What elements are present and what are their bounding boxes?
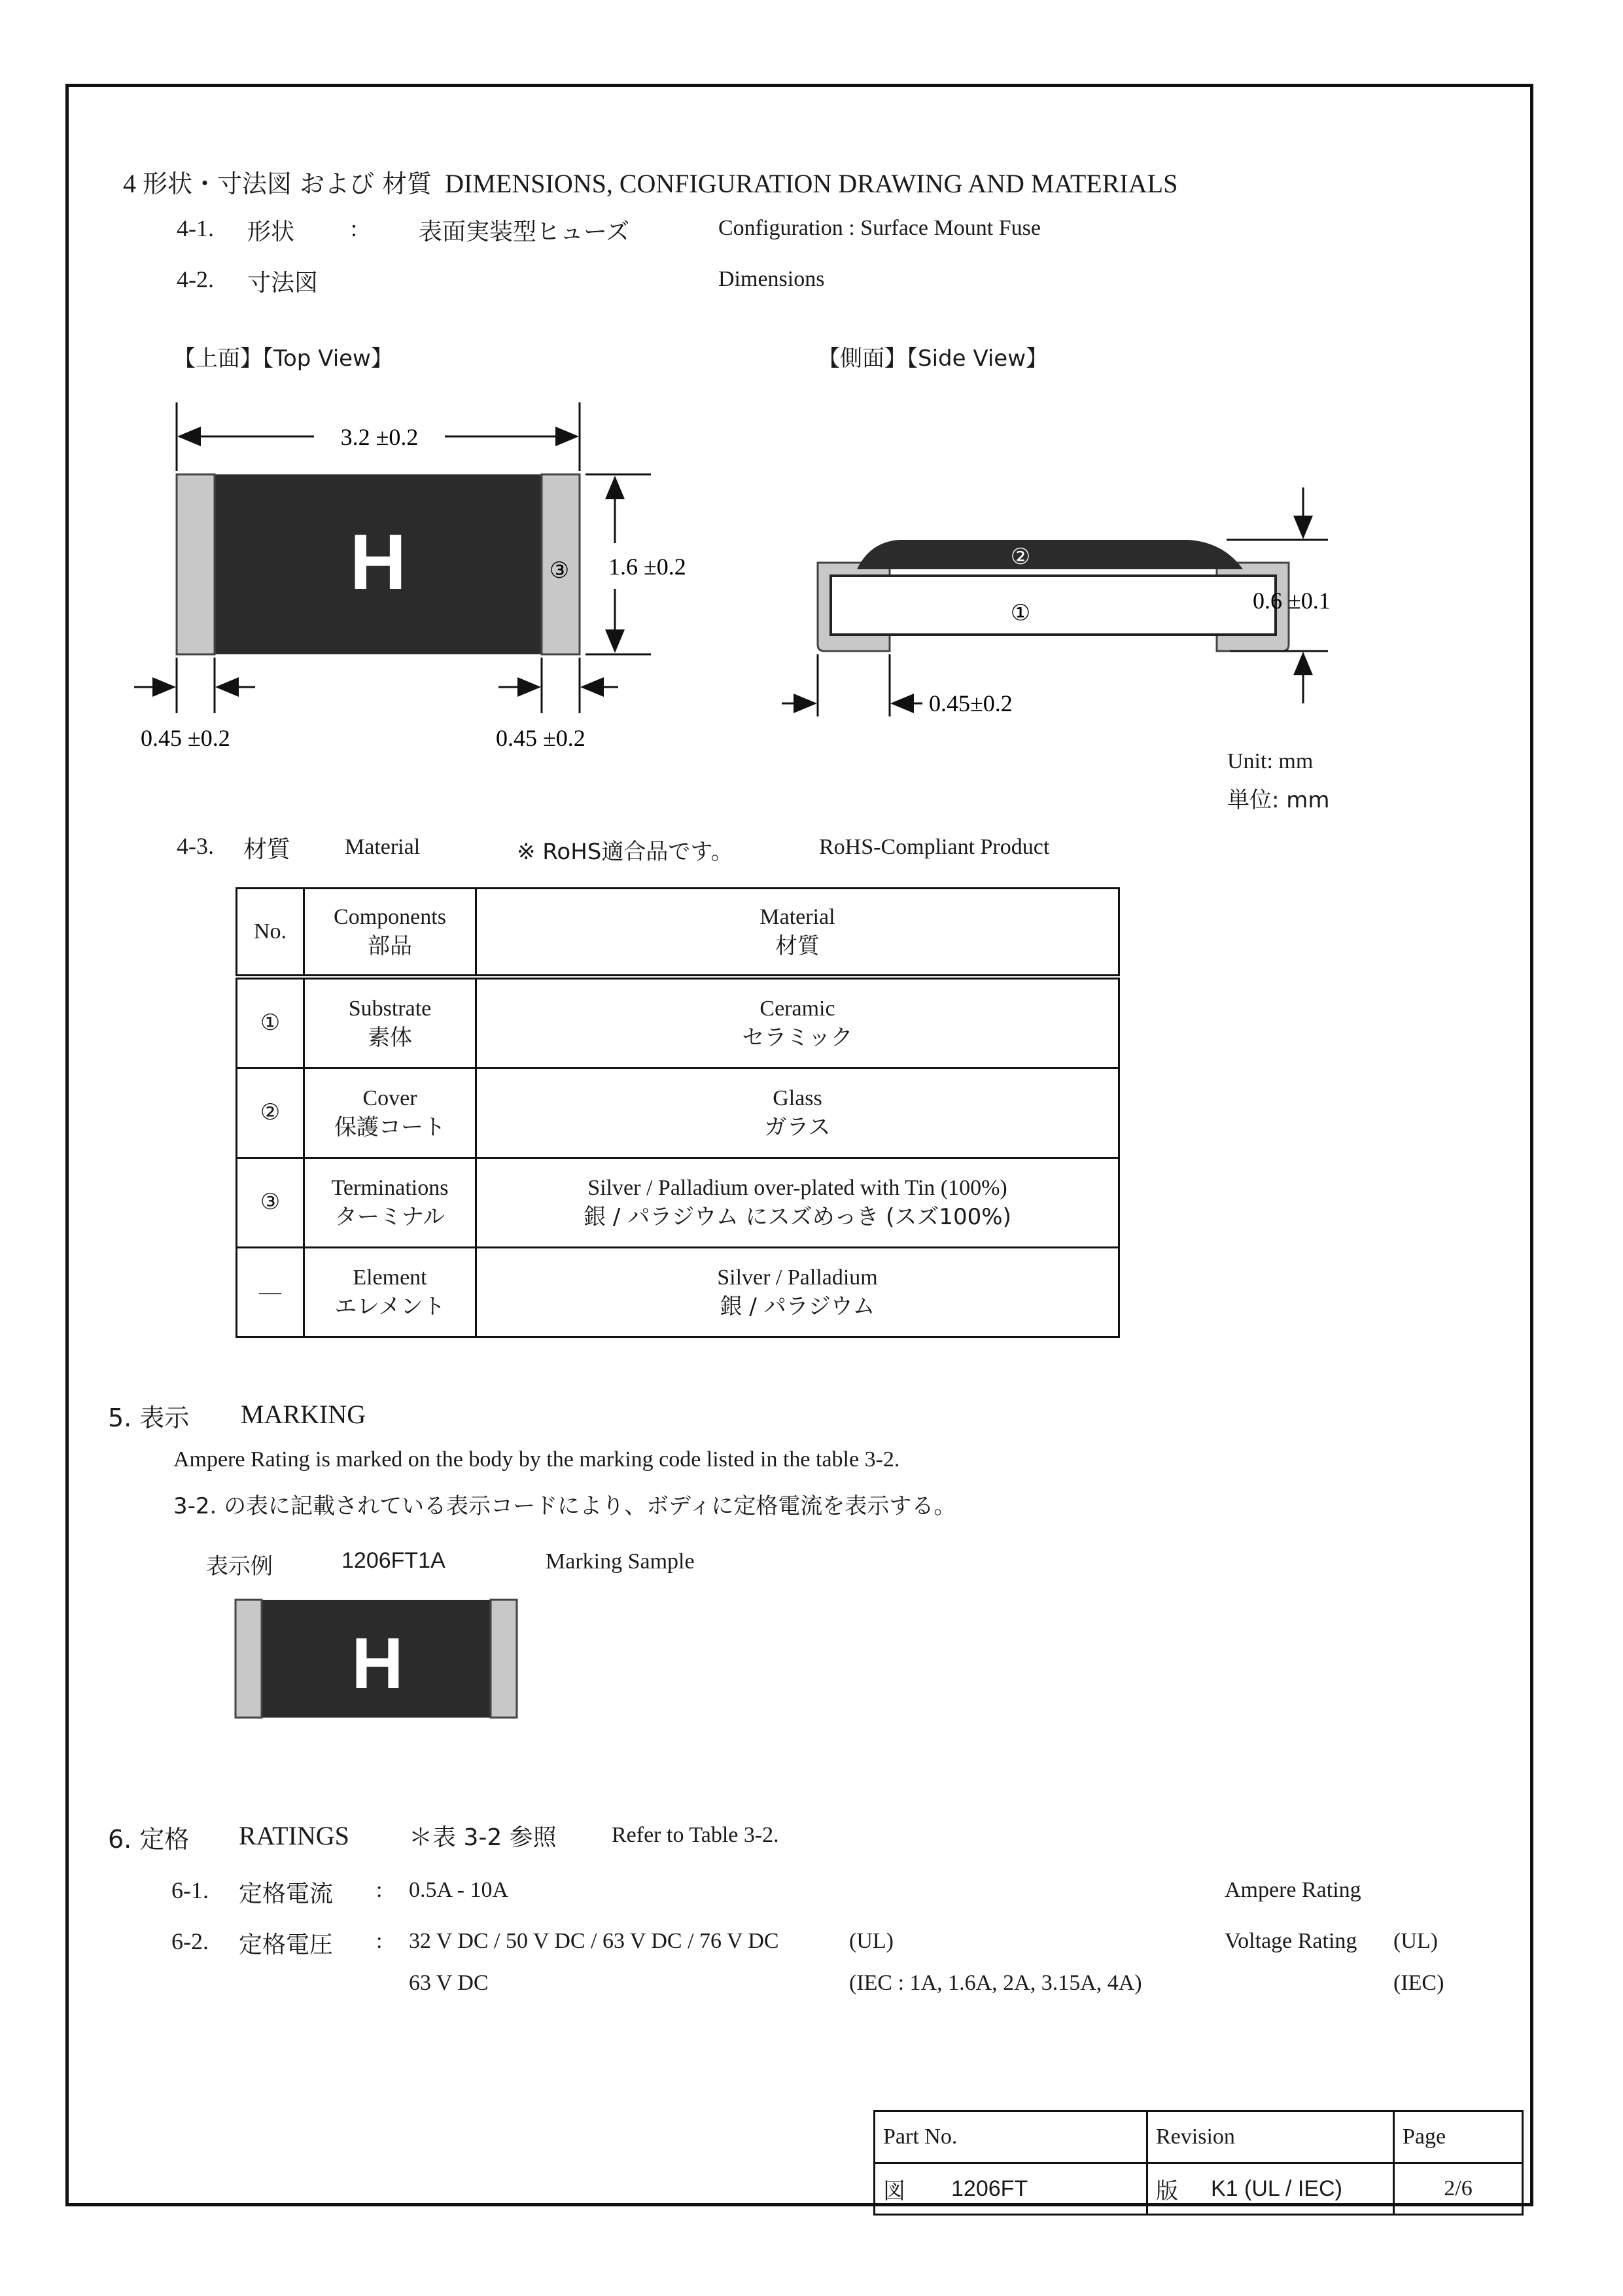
table-cell: 保護コート [334, 1114, 445, 1140]
left-termination [177, 474, 215, 654]
marking-line-jp: 3-2. の表に記載されている表示コードにより、ボディに定格電流を表示する。 [173, 1493, 956, 1519]
sample-body-marking: H [351, 1623, 404, 1704]
table-row [237, 1069, 1119, 1158]
config-jp: 形状 [247, 219, 295, 245]
voltage-num: 6-2. [171, 1928, 209, 1954]
voltage-std1: (UL) [849, 1929, 894, 1953]
unit-jp: 単位: mm [1227, 787, 1330, 813]
current-jp: 定格電流 [239, 1881, 334, 1907]
current-colon: : [376, 1878, 383, 1902]
current-en: Ampere Rating [1225, 1878, 1361, 1902]
part-jp: 図 [875, 2163, 944, 2215]
table-cell: Ceramic [759, 996, 835, 1021]
table-cell: Substrate [348, 996, 432, 1021]
voltage-std2: (IEC : 1A, 1.6A, 2A, 3.15A, 4A) [849, 1971, 1142, 1995]
side-term-dim-label: 0.45±0.2 [929, 690, 1013, 716]
marking-sample-en: Marking Sample [546, 1549, 695, 1574]
side-view-label: 【側面】【Side View】 [818, 345, 1049, 372]
table-cell: 銀 / パラジウム にスズめっき (スズ100%) [584, 1204, 1011, 1230]
header-components [304, 889, 476, 978]
voltage-en-std1: (UL) [1393, 1929, 1438, 1953]
table-cell: ① [237, 977, 304, 1069]
right-term-dim-label: 0.45 ±0.2 [496, 725, 585, 751]
dims-en: Dimensions [718, 267, 825, 291]
side-cover [857, 540, 1243, 569]
part-label: Part No. [875, 2111, 1147, 2163]
header-no: No. [237, 889, 304, 978]
ratings-ref-en: Refer to Table 3-2. [612, 1823, 779, 1847]
rohs-en: RoHS-Compliant Product [819, 835, 1050, 859]
table-cell: エレメント [334, 1294, 445, 1320]
side-substrate [831, 576, 1276, 635]
dims-num: 4-2. [177, 266, 214, 292]
table-cell: Silver / Palladium over-plated with Tin (100%) [587, 1175, 1007, 1200]
top-view-drawing [124, 393, 752, 759]
material-table [236, 887, 1120, 1338]
table-cell: Components [334, 904, 446, 929]
config-en: Configuration : Surface Mount Fuse [718, 216, 1041, 240]
marking-line-en: Ampere Rating is marked on the body by the marking code listed in the table 3-2. [173, 1447, 900, 1472]
table-row [237, 1248, 1119, 1337]
top-view-label: 【上面】【Top View】 [173, 345, 393, 372]
marking-sample-code: 1206FT1A [341, 1548, 445, 1573]
voltage-en: Voltage Rating [1225, 1929, 1357, 1953]
table-cell: Material [759, 904, 835, 929]
marking-heading-jp: 5. 表示 [108, 1404, 190, 1432]
revision-value: K1 (UL / IEC) [1203, 2163, 1394, 2215]
table-cell: Glass [773, 1086, 822, 1110]
unit-en: Unit: mm [1227, 749, 1314, 773]
voltage-value1: 32 V DC / 50 V DC / 63 V DC / 76 V DC [409, 1929, 779, 1953]
marking-heading-en: MARKING [241, 1400, 366, 1429]
table-cell: Cover [362, 1086, 417, 1110]
ratings-heading-jp: 6. 定格 [108, 1825, 190, 1854]
material-en: Material [345, 835, 421, 859]
table-cell: 材質 [775, 933, 820, 959]
config-num: 4-1. [177, 215, 214, 241]
table-cell: ― [237, 1248, 304, 1337]
material-jp: 材質 [243, 836, 291, 863]
left-term-dim-label: 0.45 ±0.2 [141, 725, 230, 751]
material-num: 4-3. [177, 833, 214, 859]
config-colon: : [351, 215, 358, 241]
table-cell: Silver / Palladium [717, 1265, 878, 1290]
config-jp-value: 表面実装型ヒューズ [419, 219, 630, 245]
dims-jp: 寸法図 [247, 270, 319, 296]
page-label: Page [1394, 2111, 1523, 2163]
length-dim-label: 3.2 ±0.2 [340, 424, 419, 450]
ratings-ref-jp: ＊表 3-2 参照 [409, 1824, 557, 1851]
rohs-jp: ※ RoHS適合品です。 [517, 839, 733, 865]
voltage-jp: 定格電圧 [239, 1932, 334, 1958]
table-cell: 部品 [368, 933, 412, 959]
header-material [476, 889, 1119, 978]
thickness-dim-label: 0.6 ±0.1 [1253, 588, 1331, 614]
table-cell: ③ [237, 1158, 304, 1248]
table-header-row [237, 889, 1119, 978]
voltage-value2: 63 V DC [409, 1971, 489, 1995]
table-cell: Element [353, 1265, 427, 1290]
part-value: 1206FT [943, 2163, 1147, 2215]
section-4-heading [123, 164, 1178, 200]
current-value: 0.5A - 10A [409, 1878, 509, 1902]
revision-label: Revision [1147, 2111, 1394, 2163]
page-value: 2/6 [1394, 2163, 1523, 2215]
substrate-num: ① [1010, 601, 1031, 626]
voltage-colon: : [376, 1929, 383, 1953]
body-marking: H [349, 518, 407, 606]
termination-num: ③ [549, 559, 570, 583]
ratings-heading-en: RATINGS [239, 1821, 349, 1850]
table-cell: ② [237, 1069, 304, 1158]
side-view-drawing [772, 478, 1400, 739]
table-cell: DIMENSIONS, CONFIGURATION DRAWING AND MATERIALS [445, 169, 1178, 198]
marking-sample-jp: 表示例 [206, 1553, 273, 1580]
table-cell: 形状・寸法図 および 材質 [143, 169, 432, 198]
table-cell: セラミック [742, 1025, 853, 1051]
table-cell: 4 [123, 169, 136, 198]
table-row [237, 977, 1119, 1069]
table-row [237, 1158, 1119, 1248]
voltage-en-std2: (IEC) [1393, 1971, 1444, 1995]
width-dim-label: 1.6 ±0.2 [608, 554, 686, 580]
current-num: 6-1. [171, 1877, 209, 1903]
table-cell: 素体 [368, 1025, 412, 1051]
table-cell: ターミナル [334, 1204, 445, 1230]
table-cell: ガラス [764, 1114, 831, 1140]
title-block [873, 2110, 1524, 2216]
cover-num: ② [1010, 545, 1031, 569]
table-cell: 銀 / パラジウム [720, 1294, 875, 1320]
table-cell: Terminations [331, 1175, 449, 1200]
revision-jp: 版 [1147, 2163, 1204, 2215]
marking-sample-drawing [232, 1597, 527, 1724]
